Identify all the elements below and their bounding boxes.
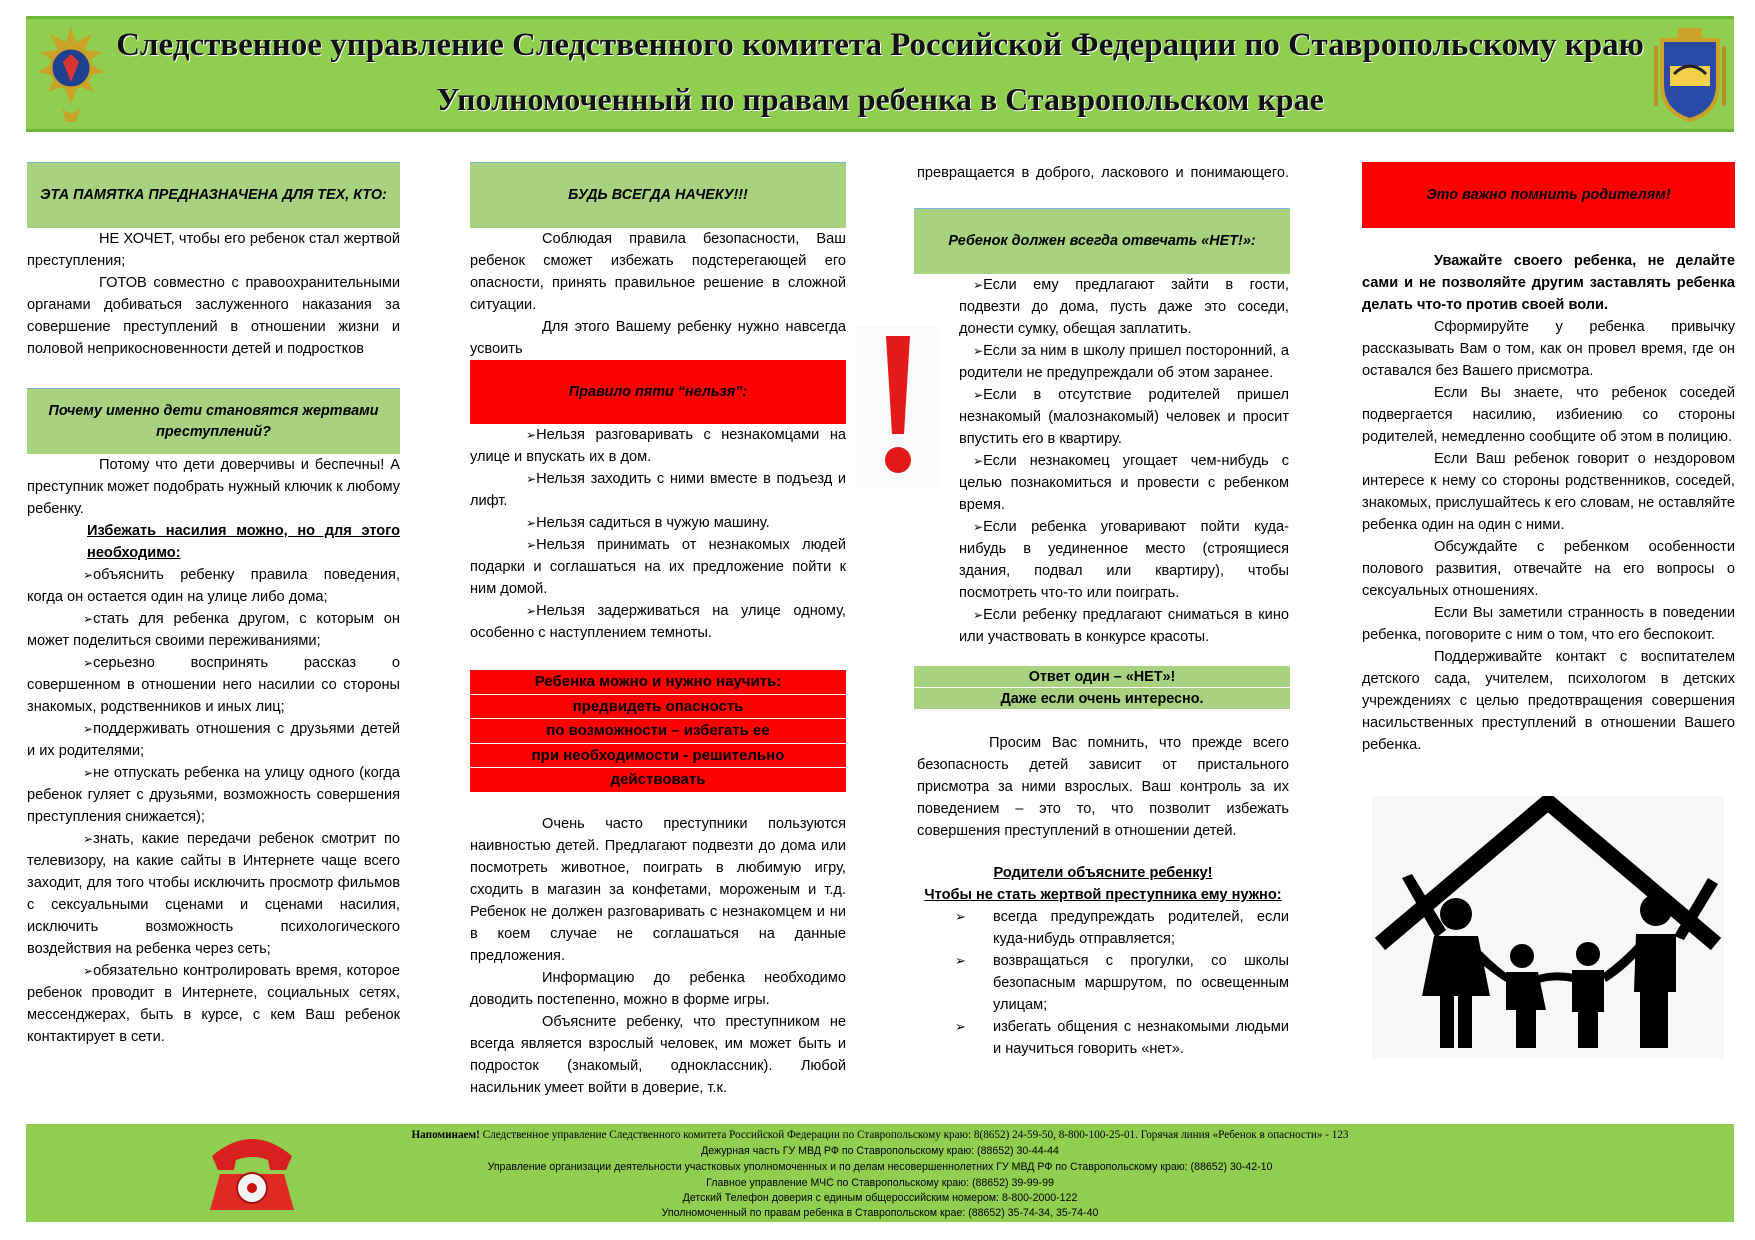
col3-say-no-list	[959, 274, 1289, 648]
header-title-line1: Следственное управление Следственного комитета Российской Федерации по Ставропольскому краю	[116, 27, 1644, 63]
arrow-bullet-icon: ➢	[973, 454, 984, 468]
teach-item: по возможности – избегать ее	[470, 719, 846, 744]
list-item: ➢ всегда предупреждать родителей, если куда-нибудь отправляется;	[955, 906, 1289, 950]
list-item: ➢знать, какие передачи ребенок смотрит по телевизору, на какие сайты в Интернете чаще всего заходит, для того чтобы исключить просмотр фильмов с сексуальными сценами и сценами насилия, исключить возможность психологического воздействия на ребенка через сеть;	[27, 831, 400, 957]
col1-paragraph-1: НЕ ХОЧЕТ, чтобы его ребенок стал жертвой преступления;	[27, 231, 400, 269]
arrow-bullet-icon: ➢	[83, 766, 94, 780]
list-item: ➢Если ребенка уговаривают пойти куда-нибудь в уединенное место (строящиеся здания, подвал или квартиру), чтобы посмотреть что-то или поиграть.	[959, 519, 1289, 601]
teach-item: Ребенка можно и нужно научить:	[470, 670, 846, 695]
col2-heading-five-rules: Правило пяти “нельзя”:	[470, 360, 846, 424]
col4-paragraph-4: Если Ваш ребенок говорит о нездоровом интересе к нему со стороны родственников, соседей, знакомых, прислушайтесь к его словам, не оставляйте ребенка один на один с ними.	[1362, 451, 1735, 533]
arrow-bullet-icon: ➢	[83, 722, 94, 736]
header-banner	[26, 16, 1734, 132]
column-3	[917, 162, 1289, 1060]
answer-item: Даже если очень интересно.	[914, 688, 1290, 710]
answer-item: Ответ один – «НЕТ»!	[914, 666, 1290, 688]
list-item: ➢Нельзя принимать от незнакомых людей подарки и соглашаться на их предложение пойти к ним домой.	[470, 537, 846, 597]
teach-item: действовать	[470, 768, 846, 793]
col4-paragraph-5: Обсуждайте с ребенком особенности полового развития, отвечайте на его вопросы о сексуальных отношениях.	[1362, 539, 1735, 599]
stavropol-coat-of-arms	[1654, 26, 1726, 124]
arrow-bullet-icon: ➢	[83, 568, 94, 582]
arrow-bullet-icon: ➢	[83, 964, 94, 978]
footer-line-5: Детский Телефон доверия с единым общероссийским номером: 8-800-2000-122	[682, 1192, 1078, 1204]
col2-paragraph-3: Очень часто преступники пользуются наивностью детей. Предлагают подвезти до дома или посмотреть животное, поиграть в любимую игру, сходить в магазин за конфетами, мороженым и т.д. Ребенок не должен разговаривать с незнакомцем и ни в коем случае не соглашаться на данные предложения.	[470, 815, 846, 964]
footer-line-1: Напоминаем! Следственное управление Следственного комитета Российской Федерации по Ставропольскому краю: 8(8652) 24-59-50, 8-800-100-25-01. Горячая линия «Ребенок в опасности» - 123	[411, 1129, 1349, 1141]
arrow-bullet-icon: ➢	[973, 608, 984, 622]
list-item: ➢Нельзя задерживаться на улице одному, особенно с наступлением темноты.	[470, 603, 846, 641]
col4-paragraph-6: Если Вы заметили странность в поведении ребенка, поговорите с ним о том, что его беспокоит.	[1362, 605, 1735, 643]
arrow-bullet-icon: ➢	[955, 1019, 966, 1034]
col4-paragraph-7: Поддерживайте контакт с воспитателем детского сада, учителем, психологом в детских учреждениях с целью предотвращения совершения насильственных преступлений в отношении Вашего ребенка.	[1362, 649, 1735, 753]
list-item: ➢Если в отсутствие родителей пришел незнакомый (малознакомый) человек и просит впустить его в квартиру.	[959, 387, 1289, 447]
list-item: ➢Если ему предлагают зайти в гости, подвезти до дома, пусть даже это соседи, донести сумку, обещая заплатить.	[959, 277, 1289, 337]
col4-heading-remember: Это важно помнить родителям!	[1362, 162, 1735, 228]
investigative-committee-emblem	[32, 24, 110, 126]
col1-heading-why-children: Почему именно дети становятся жертвами преступлений?	[27, 388, 400, 454]
family-house-icon	[1372, 796, 1724, 1058]
footer-line-6: Уполномоченный по правам ребенка в Ставропольском крае: (88652) 35-74-34, 35-74-40	[661, 1207, 1099, 1219]
teach-item: при необходимости - решительно	[470, 744, 846, 769]
list-item: ➢ избегать общения с незнакомыми людьми и научиться говорить «нет».	[955, 1016, 1289, 1060]
col2-paragraph-4: Информацию до ребенка необходимо доводить постепенно, можно в форме игры.	[470, 969, 846, 1008]
col1-heading-memo: ЭТА ПАМЯТКА ПРЕДНАЗНАЧЕНА ДЛЯ ТЕХ, КТО:	[27, 162, 400, 228]
list-item: ➢объяснить ребенку правила поведения, когда он остается один на улице либо дома;	[27, 567, 400, 605]
col2-heading-alert: БУДЬ ВСЕГДА НАЧЕКУ!!!	[470, 162, 846, 228]
col2-paragraph-1: Соблюдая правила безопасности, Ваш ребенок сможет избежать подстерегающей его опасности, принять правильное решение в сложной ситуации.	[470, 231, 846, 313]
list-item: ➢Если незнакомец угощает чем-нибудь с целью познакомиться и провести с ребенком время.	[959, 453, 1289, 513]
col3-paragraph-1: Просим Вас помнить, что прежде всего безопасность детей зависит от пристального присмотра за ними взрослых. Ваш контроль за их поведением – это то, что позволит избежать совершения преступлений в отношении детей.	[917, 735, 1289, 839]
list-item: ➢Нельзя разговаривать с незнакомцами на улице и впускать их в дом.	[470, 427, 846, 465]
col1-paragraph-2: ГОТОВ совместно с правоохранительными органами добиваться заслуженного наказания за совершение преступлений в отношении жизни и половой неприкосновенности детей и подростков	[27, 275, 400, 357]
arrow-bullet-icon: ➢	[526, 516, 537, 530]
col2-paragraph-5: Объясните ребенку, что преступником не всегда является взрослый человек, им может быть и подросток (знакомый, одноклассник). Любой насильник умеет войти в доверие, т.к.	[470, 1013, 846, 1096]
list-item: ➢Если ребенку предлагают сниматься в кино или участвовать в конкурсе красоты.	[959, 607, 1289, 645]
list-item: ➢серьезно воспринять рассказ о совершенном в отношении него насилии со стороны знакомых, родственников и иных лиц;	[27, 655, 400, 715]
arrow-bullet-icon: ➢	[955, 953, 966, 968]
arrow-bullet-icon: ➢	[973, 520, 984, 534]
header-title-line2: Уполномоченный по правам ребенка в Ставропольском крае	[436, 81, 1324, 117]
list-item: ➢стать для ребенка другом, с которым он может поделиться своими переживаниями;	[27, 611, 400, 649]
arrow-bullet-icon: ➢	[526, 472, 537, 486]
footer-line-4: Главное управление МЧС по Ставропольскому краю: (88652) 39-99-99	[706, 1177, 1054, 1189]
footer-line-2: Дежурная часть ГУ МВД РФ по Ставропольскому краю: (88652) 30-44-44	[701, 1145, 1059, 1157]
column-4	[1362, 162, 1735, 756]
list-item: ➢обязательно контролировать время, которое ребенок проводит в Интернете, социальных сетях, мессенджерах, быть в курсе, с кем Ваш ребенок контактирует в сети.	[27, 963, 400, 1045]
column-1	[27, 162, 400, 1048]
list-item: ➢не отпускать ребенка на улицу одного (когда ребенок гуляет с друзьями, возможность совершения преступления снижается);	[27, 765, 400, 825]
col2-paragraph-2: Для этого Вашему ребенку нужно навсегда усвоить	[470, 319, 846, 357]
arrow-bullet-icon: ➢	[526, 428, 537, 442]
arrow-bullet-icon: ➢	[83, 832, 94, 846]
col2-teach-box	[470, 670, 846, 793]
col3-heading-parents: Родители объясните ребенку!	[993, 865, 1213, 881]
col1-prevention-list	[27, 564, 400, 1048]
col3-heading-say-no: Ребенок должен всегда отвечать «НЕТ!»:	[914, 208, 1290, 274]
arrow-bullet-icon: ➢	[973, 388, 984, 402]
col1-paragraph-3: Потому что дети доверчивы и беспечны! А преступник может подобрать нужный ключик к любому ребенку.	[27, 457, 400, 517]
arrow-bullet-icon: ➢	[973, 344, 984, 358]
col1-subheading: Избежать насилия можно, но для этого необходимо:	[87, 523, 400, 561]
list-item: ➢ возвращаться с прогулки, со школы безопасным маршрутом, по освещенным улицам;	[955, 950, 1289, 1016]
list-item: ➢Нельзя заходить с ними вместе в подъезд и лифт.	[470, 471, 846, 509]
col3-safety-list	[917, 906, 1289, 1060]
teach-item: предвидеть опасность	[470, 695, 846, 720]
list-item: ➢Если за ним в школу пришел посторонний, а родители не предупреждали об этом заранее.	[959, 343, 1289, 381]
col3-paragraph-0: превращается в доброго, ласкового и понимающего.	[917, 165, 1289, 181]
column-2	[470, 162, 846, 1099]
col3-heading-to-avoid: Чтобы не стать жертвой преступника ему нужно:	[924, 887, 1282, 903]
arrow-bullet-icon: ➢	[83, 656, 94, 670]
list-item: ➢поддерживать отношения с друзьями детей и их родителями;	[27, 721, 400, 759]
col3-answer-box	[914, 666, 1290, 710]
col4-paragraph-2: Сформируйте у ребенка привычку рассказывать Вам о том, как он провел время, где он оставался без Вашего присмотра.	[1362, 319, 1735, 379]
arrow-bullet-icon: ➢	[526, 604, 537, 618]
col4-paragraph-1: Уважайте своего ребенка, не делайте сами и не позволяйте другим заставлять ребенка делать что-то против своей воли.	[1362, 253, 1735, 313]
col2-rules-list	[470, 424, 846, 644]
telephone-icon	[204, 1130, 300, 1214]
footer-line-3: Управление организации деятельности участковых уполномоченных и по делам несовершеннолетних ГУ МВД РФ по Ставропольскому краю: (88652) 30-42-10	[487, 1161, 1273, 1173]
list-item: ➢Нельзя садиться в чужую машину.	[526, 515, 770, 531]
col4-paragraph-3: Если Вы знаете, что ребенок соседей подвергается насилию, избиению со стороны родителей, немедленно сообщите об этом в полицию.	[1362, 385, 1735, 445]
arrow-bullet-icon: ➢	[973, 278, 984, 292]
arrow-bullet-icon: ➢	[526, 538, 537, 552]
arrow-bullet-icon: ➢	[955, 909, 966, 924]
arrow-bullet-icon: ➢	[83, 612, 94, 626]
